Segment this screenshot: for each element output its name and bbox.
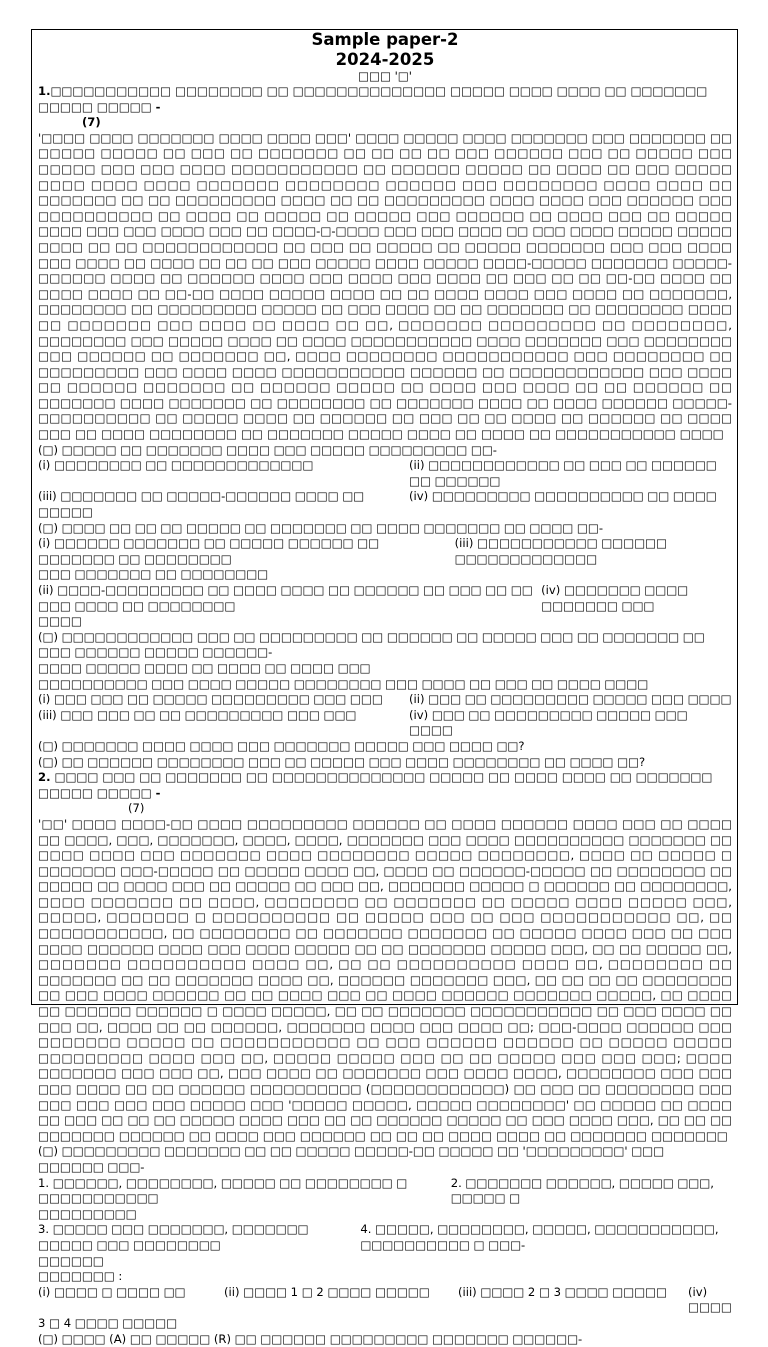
q2a-code-4: (iv) □□□□ xyxy=(688,1285,732,1316)
q1c-option-1: (i) □□□ □□□ □□ □□□□□ □□□□□□□□□ □□□ □□□ xyxy=(38,692,409,708)
q2a-code-1: (i) □□□□ □ □□□□ □□ xyxy=(38,1285,224,1316)
q2a-option-2-cont: □□□□□□□□□ xyxy=(38,1207,732,1223)
q1c-line-1: □□□□ □□□□□ □□□□ □□ □□□□ □□ □□□□ □□□ xyxy=(38,661,732,677)
q2-heading: 2. □□□□ □□□ □□ □□□□□□□ □□ □□□□□□□□□□□□□□ □□□□□ □□ □□□□ □□□□ □□ □□□□□□□ □□□□□ □□□□□ - xyxy=(38,770,732,801)
q1-heading: 1.□□□□□□□□□□□ □□□□□□□□ □□ □□□□□□□□□□□□□□ □□□□□ □□□□ □□□□ □□ □□□□□□□ □□□□□ □□□□□ - xyxy=(38,84,732,115)
q1b-option-4: (iv) □□□□□□□ □□□□ □□□□□□□ □□□ xyxy=(541,583,732,614)
q1e-question: (□) □□ □□□□□□ □□□□□□□□ □□□ □□ □□□□□ □□□ □□□□ □□□□□□□□ □□ □□□□ □□? xyxy=(38,755,732,771)
q1c-option-4: (iv) □□□ □□ □□□□□□□□□ □□□□□ □□□ □□□□ xyxy=(409,708,732,739)
q1a-option-2: (ii) □□□□□□□□□□□□ □□ □□□ □□ □□□□□□ □□ □□□□□□ xyxy=(409,458,732,489)
q2a-row1 xyxy=(38,1176,732,1207)
q2a-row2 xyxy=(38,1222,732,1253)
q1b-option-3-cont: □□□ □□□□□□□ □□ □□□□□□□□ xyxy=(38,567,732,583)
q1-passage: '□□□□ □□□□ □□□□□□□ □□□□ □□□□ □□□' □□□□ □□□□□ □□□□ □□□□□□□ □□□ □□□□□□□ □□ □□□□□ □□□□□ □□ □□□ □□ □□□□□□□ □□ □□ □□ □□ □□□ □□□□□□ □□□ □□ □□□□□ □□□ □□□□□ □□□ □□□ □□□□ □□□□□□□□□□□ □□ □□□□□□ □□□□□ □□ □□□□ □□ □□□ □□□□□ □□□□ □□□□ □□□□ □□□□□□□ □□□□□□□□ □□□□□□ □□□ □□□□□□□□ □□□□ □□□□ □□ □□□□□□□ □□ □□ □□□□□□□□□ □□□□ □□ □□ □□□□□□□□□ □□□□ □□□□ □□□ □□□□□□ □□□ □□□□□□□□□□ □□ □□□□ □□ □□□□□ □□ □□□□□ □□□ □□□□□□ □□ □□□□ □□□ □□ □□□□□ □□□□ □□□ □□□ □□□□ □□□ □□ □□□□-□-□□□□ □□□ □□□ □□□□ □□ □□□ □□□□ □□□□□ □□□□□ □□□□ □□ □□ □□□□□□□□□□□□ □□ □□□ □□ □□□□□ □□ □□□□□ □□□□□□□ □□□ □□□ □□□□ □□□ □□□□ □□ □□□□ □□ □□ □□ □□□ □□□□□ □□□□ □□□□□ □□□□-□□□□□ □□□□□□□ □□□□□-□□□□□□ □□□□ □□ □□□□□□ □□□□ □□□ □□□□ □□□ □□□□ □□ □□□ □□ □□ □□-□□ □□□□ □□ □□□□ □□□□ □□ □□-□□ □□□□ □□□□□ □□□□ □□ □□ □□□□ □□□□ □□□ □□□□ □□ □□□□□□□, □□□□□□□□ □□ □□□□□□□□□ □□□□□ □□ □□□ □□□□ □□ □□ □□□□□□□ □□ □□□□□□□□ □□□□ □□ □□□□□□□ □□□ □□□□ □□ □□□□ □□ □□, □□□□□□□ □□□□□□□□□ □□ □□□□□□□□, □□□□□□□□ □□□ □□□□□ □□□□ □□ □□□□ □□□□□□□□□□□ □□□□ □□□□□□□ □□□ □□□□□□□□ □□□ □□□□□□ □□ □□□□□□□ □□, □□□□ □□□□□□□□ □□□□□□□□□□□ □□□ □□□□□□□□ □□ □□□□□□□□□ □□□ □□□□ □□□□ □□□□□□□□□□□ □□□□□□ □□ □□□□□□□□□□□□ □□□ □□□□ □□ □□□□□□ □□□□□□□ □□ □□□□□□ □□□□□ □□ □□□□ □□□ □□□□ □□ □□ □□□□□□ □□ □□□□□□□ □□□□ □□□□□□□ □□ □□□□□□□□ □□ □□□□□□□ □□□□ □□ □□□□ □□□□□□ □□□□□-□□□□□□□□□□ □□ □□□□□ □□□□ □□ □□□□□□ □□ □□□ □□ □□ □□□□ □□ □□□□□□ □□ □□□□ □□□ □□ □□□□ □□□□□□□□ □□ □□□□□□□ □□□□□ □□□□ □□ □□□□ □□ □□□□□□□□□□□ □□□□ xyxy=(38,131,732,443)
q1c-option-2: (ii) □□□ □□ □□□□□□□□□ □□□□□ □□□ □□□□ xyxy=(409,692,732,708)
q2a-code-2: (ii) □□□□ 1 □ 2 □□□□ □□□□□ xyxy=(224,1285,458,1316)
q2a-option-2: 2. □□□□□□□ □□□□□□, □□□□□ □□□, □□□□□ □ xyxy=(451,1176,732,1207)
q1-marks: (7) xyxy=(38,115,732,131)
q2a-code-3: (iii) □□□□ 2 □ 3 □□□□ □□□□□ xyxy=(458,1285,688,1316)
q2a-question: (□) □□□□□□□□□ □□□□□□□ □□ □□ □□□□□ □□□□□-□□ □□□□□ □□ '□□□□□□□□□' □□□ □□□□□□ □□□- xyxy=(38,1144,732,1175)
q2a-option-3: 3. □□□□□ □□□ □□□□□□□, □□□□□□□ □□□□□ □□□ □□□□□□□□ xyxy=(38,1222,360,1253)
q1b-row1 xyxy=(38,536,732,567)
q2a-option-1: 1. □□□□□□, □□□□□□□□, □□□□□ □□ □□□□□□□□ □ □□□□□□□□□□□ xyxy=(38,1176,451,1207)
q2-marks: (7) xyxy=(38,801,732,817)
q2a-codes xyxy=(38,1285,732,1316)
q2a-code-4-cont: 3 □ 4 □□□□ □□□□□ xyxy=(38,1316,732,1332)
exam-page xyxy=(31,29,738,1005)
q1c-options xyxy=(38,692,732,739)
q1b-option-1: (i) □□□□□□ □□□□□□□ □□ □□□□□ □□□□□□ □□ □□□□□□□ □□ □□□□□□□□ xyxy=(38,536,455,567)
paper-title: Sample paper-2 xyxy=(38,30,732,50)
q1d-question: (□) □□□□□□□ □□□□ □□□□ □□□ □□□□□□□ □□□□□ □□□ □□□□ □□? xyxy=(38,739,732,755)
q1a-question: (□) □□□□□ □□ □□□□□□□ □□□□ □□□ □□□□□ □□□□□□□□□ □□- xyxy=(38,443,732,459)
q1a-option-4: (iv) □□□□□□□□□ □□□□□□□□□□ □□ □□□□ xyxy=(409,489,732,520)
q1c-option-3: (iii) □□□ □□□ □□ □□ □□□□□□□□□ □□□ □□□ xyxy=(38,708,409,739)
q1c-line-2: □□□□□□□□□□ □□□ □□□□ □□□□□ □□□□□□□□ □□□ □□□□ □□ □□□ □□ □□□□ □□□□ xyxy=(38,677,732,693)
q1b-option-2: (ii) □□□□-□□□□□□□□□ □□ □□□□ □□□□ □□ □□□□□□ □□ □□□ □□ □□ □□□ □□□□ □□ □□□□□□□□ xyxy=(38,583,541,614)
q1a-option-1: (i) □□□□□□□□ □□ □□□□□□□□□□□□□ xyxy=(38,458,409,489)
q1b-option-4-cont: □□□□ xyxy=(38,614,732,630)
q1a-options xyxy=(38,458,732,520)
q2a-code-label: □□□□□□□ : xyxy=(38,1269,732,1285)
q1c-question: (□) □□□□□□□□□□□□ □□□ □□ □□□□□□□□□ □□ □□□□□□ □□ □□□□□ □□□ □□ □□□□□□□ □□ □□□ □□□□□□ □□□□□ □□□□□□- xyxy=(38,630,732,661)
q2-passage: '□□' □□□□ □□□□-□□ □□□□ □□□□□□□□□ □□□□□□ □□ □□□□ □□□□□□ □□□□ □□□ □□ □□□□ □□ □□□□, □□□, □□□□□□□, □□□□, □□□□, □□□□□□□ □□□ □□□□ □□□□□□□□□□ □□□□□□□ □□ □□□□ □□□□ □□□ □□□□□□□ □□□□ □□□□□□□□ □□□□□ □□□□□□□□, □□□□ □□ □□□□□ □ □□□□□□□ □□□-□□□□□ □□ □□□□□ □□□□ □□, □□□□ □□ □□□□□□-□□□□□ □□ □□□□□□□□ □□ □□□□□ □□ □□□□ □□□ □□ □□□□□ □□ □□□ □□, □□□□□□□ □□□□□ □ □□□□□□ □□ □□□□□□□□, □□□□ □□□□□□□ □□ □□□□, □□□□□□□□ □□ □□□□□□□ □□ □□□□□ □□□□ □□□□□ □□□, □□□□□, □□□□□□□ □ □□□□□□□□□□ □□ □□□□□ □□□ □□ □□□ □□□□□□□□□□□ □□, □□ □□□□□□□□□□□, □□ □□□□□□□□ □□ □□□□□□□ □□□□□□□ □□ □□□□□ □□□□ □□□ □□ □□□ □□□□ □□□□□□ □□□□ □□□ □□□□ □□□□□ □□ □□ □□□□□□□ □□□□□ □□□, □□ □□ □□□□□ □□, □□□□□□□ □□□□□□□□□□ □□□□ □□, □□ □□ □□□□□□□□□□ □□□□ □□, □□□□□□□□ □□ □□□□□□□ □□ □□ □□□□□□□ □□□□ □□, □□□□□□ □□□□□□□ □□□, □□ □□ □□ □□ □□□□□□□□ □□ □□□ □□□□ □□□□□□ □□ □□ □□□□ □□□ □□ □□□□ □□□□□□ □□□□□□□ □□□□□, □□ □□□□ □□ □□□□□□ □□□□□□ □ □□□□ □□□□□, □□ □□ □□□□□□□ □□□□□□□□□□□ □□ □□□ □□□□ □□ □□□ □□, □□□□ □□ □□ □□□□□□, □□□□□□□ □□□□ □□□ □□□□ □□; □□□-□□□□ □□□□□□ □□□ □□□□□□□ □□□□□ □□ □□□□□□□□□□□ □□ □□□ □□□□□□ □□□□□□ □□ □□□□□ □□□□□ □□□□□□□□□ □□□□ □□□ □□, □□□□□ □□□□□ □□□ □□ □□ □□□□□ □□□ □□□ □□□; □□□□ □□□□□□□ □□□ □□□ □□, □□□ □□□□ □□ □□□□□□□ □□□ □□□□ □□□□, □□□□□□□□ □□□ □□□ □□□ □□□□ □□ □□ □□□□□□ □□□□□□□□□□ (□□□□□□□□□□□□) □□ □□□ □□ □□□□□□□□ □□□ □□□ □□□ □□□ □□□ □□□□□ □□□ '□□□□□ □□□□□, □□□□□ □□□□□□□□' □□ □□□□□ □□ □□□□ □□ □□□ □□ □□ □□ □□□□□ □□□□ □□□ □□ □□ □□□□□□ □□□□□ □□ □□□ □□□□ □□□, □□ □□ □□ □□□□□□□ □□□□□□ □□ □□□□ □□□ □□□□□□ □□ □□ □□ □□□□ □□□□ □□ □□□□□□□ □□□□□□□ xyxy=(38,817,732,1144)
q1a-option-3: (iii) □□□□□□□ □□ □□□□□-□□□□□□ □□□□ □□ □□□□□ xyxy=(38,489,409,520)
section-label: □□□ '□' xyxy=(38,69,732,84)
q1b-row2 xyxy=(38,583,732,614)
q2b-question: (□) □□□□ (A) □□ □□□□□ (R) □□ □□□□□□ □□□□□□□□□ □□□□□□□ □□□□□□- xyxy=(38,1332,732,1347)
q1b-question: (□) □□□□ □□ □□ □□ □□□□□ □□ □□□□□□□ □□ □□□□ □□□□□□□ □□ □□□□ □□- xyxy=(38,521,732,537)
q2a-option-4-cont: □□□□□□ xyxy=(38,1254,732,1270)
paper-year: 2024-2025 xyxy=(38,50,732,70)
q2a-option-4: 4. □□□□□, □□□□□□□□, □□□□□, □□□□□□□□□□□, □□□□□□□□□□ □ □□□- xyxy=(360,1222,732,1253)
q1b-option-3: (iii) □□□□□□□□□□□ □□□□□□ □□□□□□□□□□□□□ xyxy=(455,536,732,567)
